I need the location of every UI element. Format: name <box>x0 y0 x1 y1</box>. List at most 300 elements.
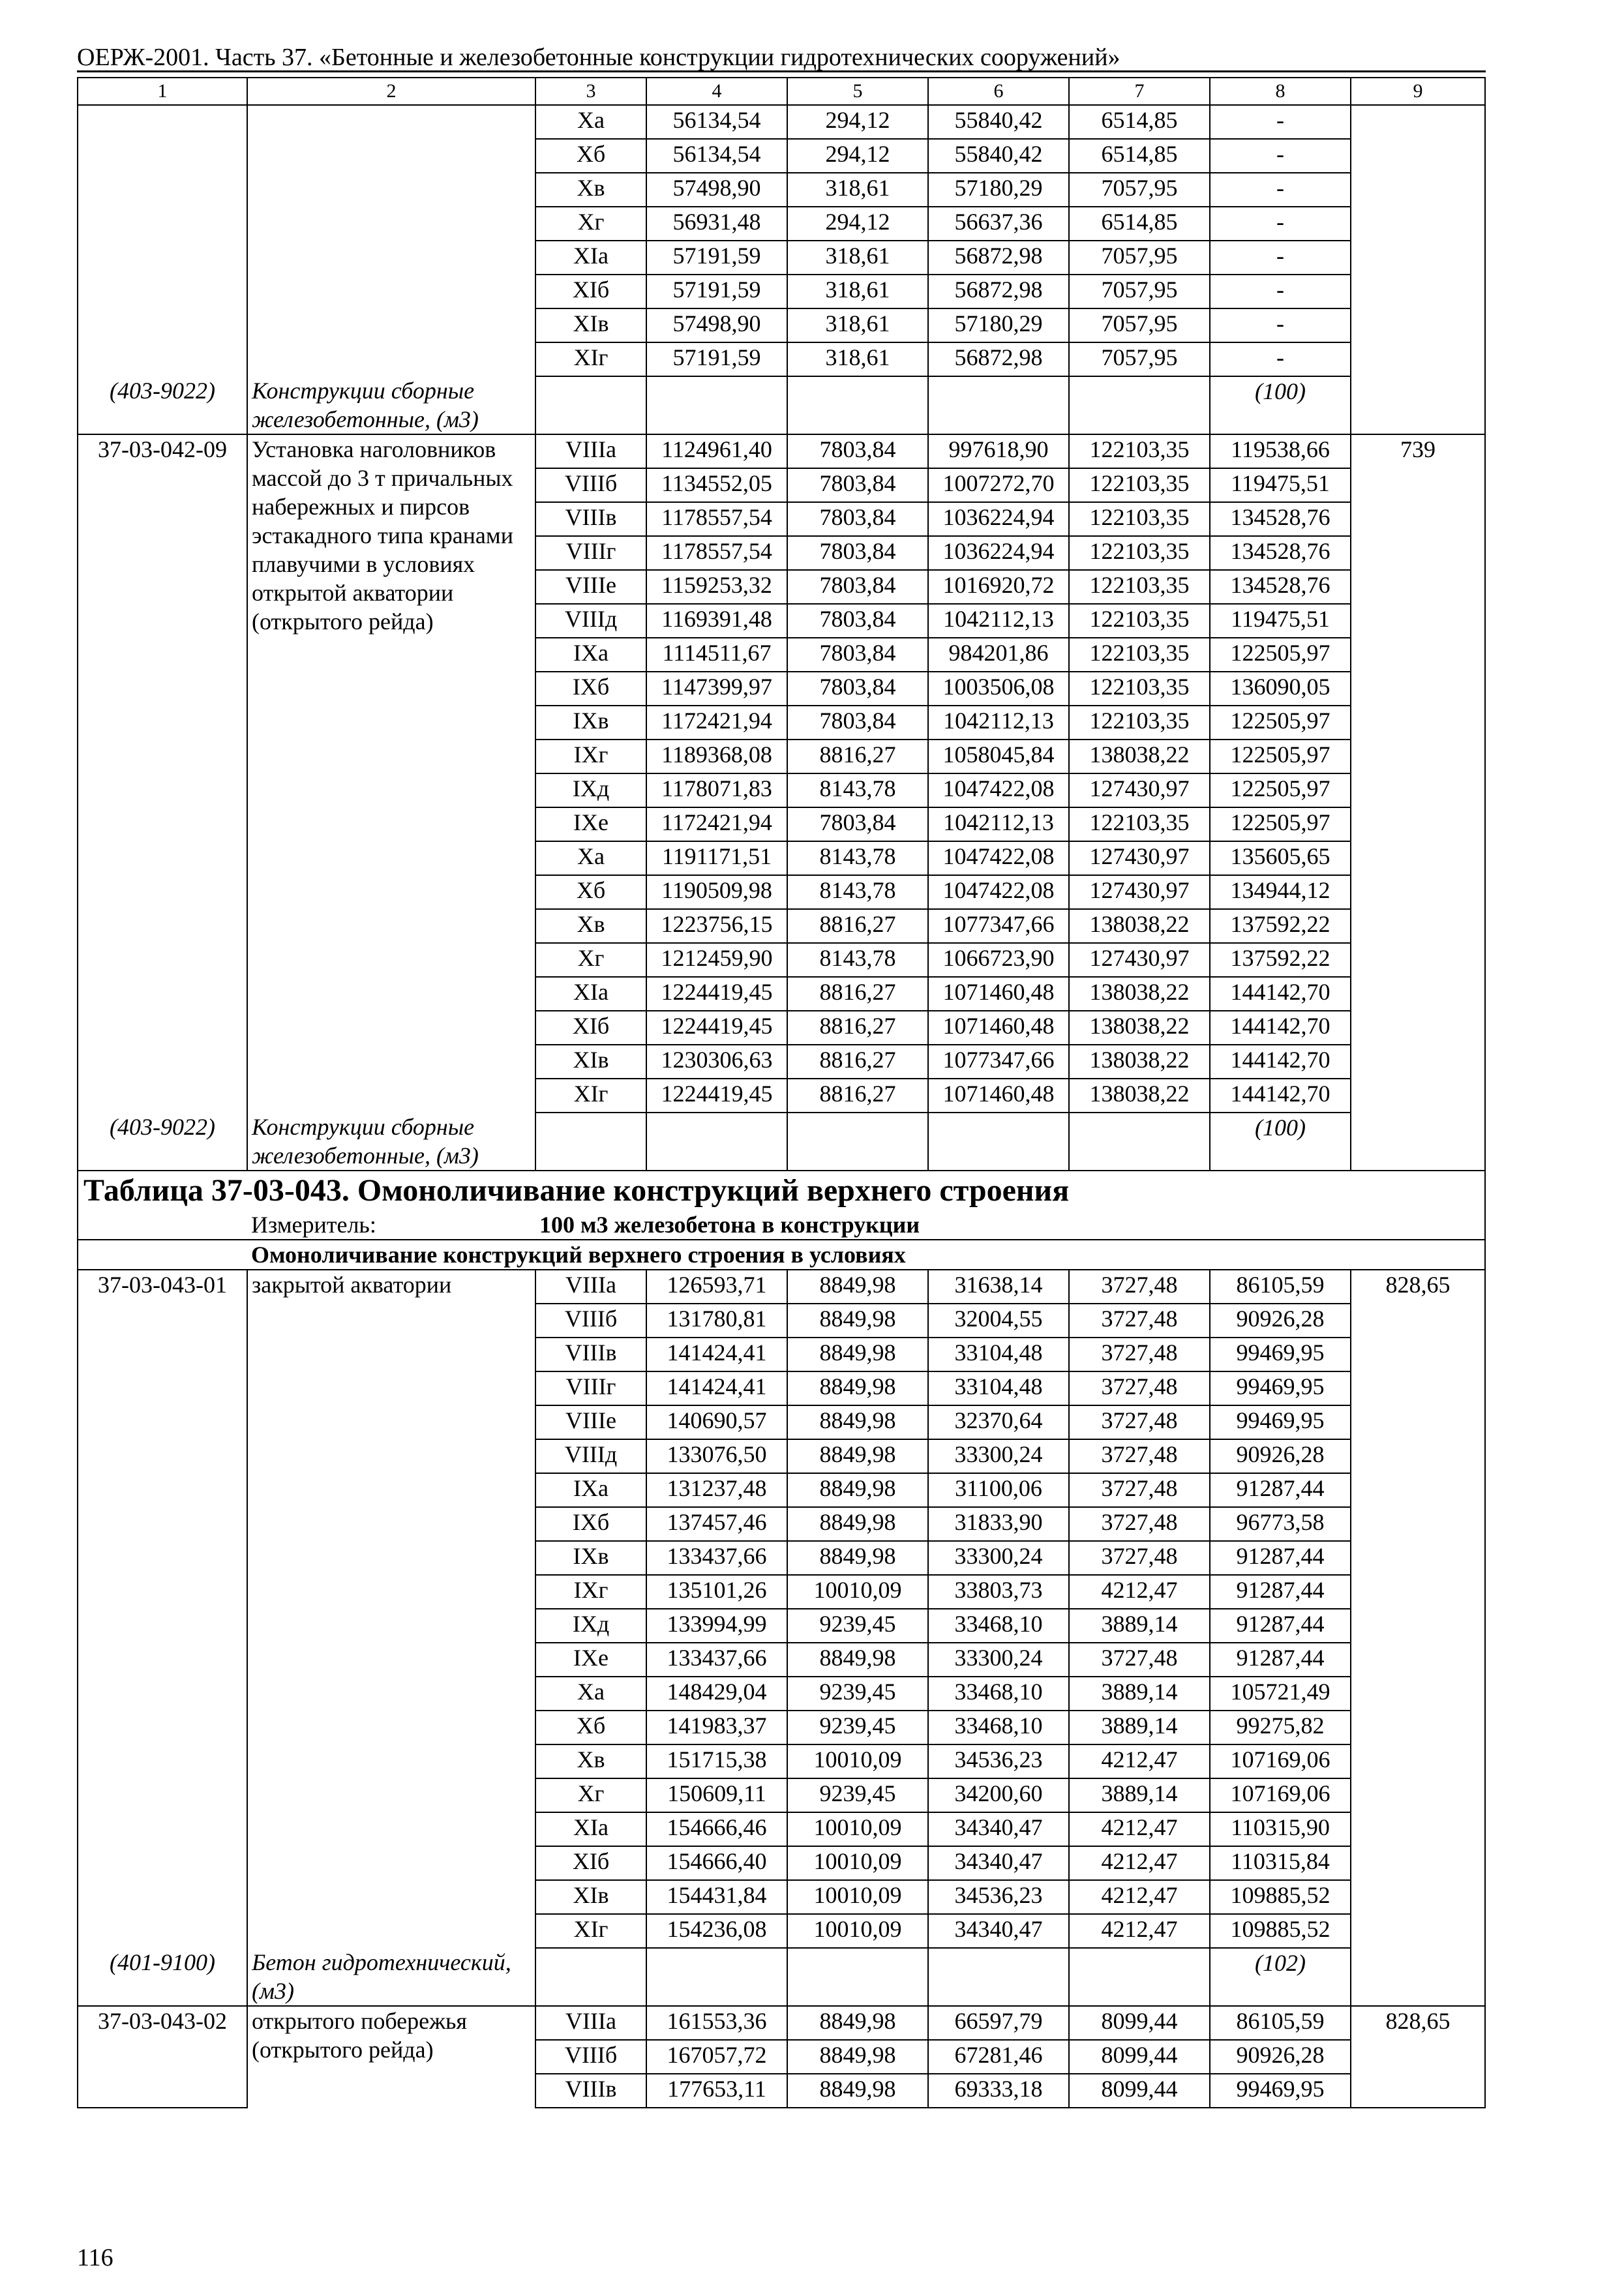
cell-col-7: 4212,47 <box>1069 1846 1210 1880</box>
cell-col-4: 154666,40 <box>646 1846 787 1880</box>
cell-col-6: 34536,23 <box>928 1880 1069 1914</box>
cell-col-5: 318,61 <box>787 173 928 207</box>
cell-col-4: 141424,41 <box>646 1371 787 1405</box>
cell-col-5: 8849,98 <box>787 1643 928 1677</box>
cell-col-8: - <box>1210 139 1351 173</box>
cell-col-6: 33300,24 <box>928 1643 1069 1677</box>
cell-col-3: VIIIг <box>535 1371 646 1405</box>
cell-col-8: 119475,51 <box>1210 468 1351 502</box>
cell-col-7: 127430,97 <box>1069 943 1210 977</box>
cell-col-8: - <box>1210 207 1351 241</box>
cell-col-7: 122103,35 <box>1069 807 1210 841</box>
cell-col-6: 34340,47 <box>928 1914 1069 1948</box>
cell-col-8: 107169,06 <box>1210 1778 1351 1812</box>
resource-row <box>78 1948 1485 2006</box>
column-number: 1 <box>78 78 247 105</box>
cell-col-4: 1189368,08 <box>646 740 787 773</box>
cell-col-5: 7803,84 <box>787 706 928 740</box>
cell-col-6: 57180,29 <box>928 308 1069 342</box>
cell-col-8: - <box>1210 275 1351 308</box>
cell-col-4: 1114511,67 <box>646 638 787 672</box>
resource-value: (100) <box>1210 376 1351 434</box>
cell-col-6: 34200,60 <box>928 1778 1069 1812</box>
item-name: закрытой акватории <box>247 1270 535 1948</box>
cell-col-4: 1178557,54 <box>646 536 787 570</box>
cell-col-8: 91287,44 <box>1210 1575 1351 1609</box>
resource-blank <box>928 1113 1069 1171</box>
cell-col-5: 8849,98 <box>787 1473 928 1507</box>
cell-col-6: 56637,36 <box>928 207 1069 241</box>
item-name <box>247 105 535 376</box>
resource-value: (100) <box>1210 1113 1351 1171</box>
cell-col-6: 33300,24 <box>928 1439 1069 1473</box>
item-code: 37-03-043-01 (401-9100) <box>78 1270 247 2006</box>
cell-col-5: 10010,09 <box>787 1812 928 1846</box>
cell-col-5: 294,12 <box>787 105 928 139</box>
cell-col-8: 122505,97 <box>1210 807 1351 841</box>
cell-col-3: VIIIб <box>535 468 646 502</box>
cell-col-4: 167057,72 <box>646 2040 787 2074</box>
cell-col-3: XIа <box>535 977 646 1011</box>
item-code: 37-03-043-02 <box>78 2006 247 2108</box>
cell-col-3: IXе <box>535 1643 646 1677</box>
cell-col-8: 122505,97 <box>1210 706 1351 740</box>
cell-col-8: 86105,59 <box>1210 1270 1351 1304</box>
cell-col-6: 1066723,90 <box>928 943 1069 977</box>
cell-col-4: 126593,71 <box>646 1270 787 1304</box>
cell-col-6: 32370,64 <box>928 1405 1069 1439</box>
cell-col-7: 3889,14 <box>1069 1677 1210 1711</box>
cell-col-3: VIIIб <box>535 1304 646 1338</box>
cell-col-7: 3727,48 <box>1069 1371 1210 1405</box>
cell-col-4: 141424,41 <box>646 1338 787 1371</box>
item-col9: 739 <box>1351 434 1485 1171</box>
cell-col-4: 56134,54 <box>646 139 787 173</box>
cell-col-6: 1047422,08 <box>928 773 1069 807</box>
cell-col-3: Xб <box>535 139 646 173</box>
cell-col-7: 3889,14 <box>1069 1711 1210 1744</box>
cell-col-8: - <box>1210 105 1351 139</box>
cell-col-3: Xг <box>535 943 646 977</box>
resource-blank <box>535 376 646 434</box>
meter-value: 100 м3 железобетона в конструкции <box>535 1210 1485 1240</box>
page-number: 116 <box>77 2244 113 2271</box>
cell-col-6: 67281,46 <box>928 2040 1069 2074</box>
cell-col-7: 122103,35 <box>1069 536 1210 570</box>
cell-col-5: 7803,84 <box>787 570 928 604</box>
column-number: 8 <box>1210 78 1351 105</box>
cell-col-6: 33104,48 <box>928 1338 1069 1371</box>
cell-col-8: 119538,66 <box>1210 434 1351 468</box>
cell-col-8: 137592,22 <box>1210 943 1351 977</box>
cell-col-3: IXа <box>535 1473 646 1507</box>
cell-col-3: VIIIа <box>535 2006 646 2040</box>
cell-col-7: 4212,47 <box>1069 1914 1210 1948</box>
cell-col-3: Xа <box>535 105 646 139</box>
column-number: 2 <box>247 78 535 105</box>
cell-col-4: 1172421,94 <box>646 807 787 841</box>
cell-col-3: IXв <box>535 1541 646 1575</box>
item-col9: 828,65 <box>1351 1270 1485 2006</box>
cell-col-3: VIIIг <box>535 536 646 570</box>
cell-col-6: 1042112,13 <box>928 604 1069 638</box>
cell-col-7: 138038,22 <box>1069 1079 1210 1113</box>
cell-col-5: 8849,98 <box>787 2006 928 2040</box>
cell-col-8: 134528,76 <box>1210 502 1351 536</box>
cell-col-5: 7803,84 <box>787 638 928 672</box>
cell-col-8: 91287,44 <box>1210 1541 1351 1575</box>
cell-col-3: VIIIв <box>535 1338 646 1371</box>
cell-col-3: Xб <box>535 1711 646 1744</box>
item-col9: 828,65 <box>1351 2006 1485 2108</box>
cell-col-5: 8849,98 <box>787 1338 928 1371</box>
cell-col-4: 154431,84 <box>646 1880 787 1914</box>
cell-col-3: Xа <box>535 1677 646 1711</box>
cell-col-3: XIв <box>535 308 646 342</box>
cell-col-7: 138038,22 <box>1069 740 1210 773</box>
cell-col-5: 8816,27 <box>787 1079 928 1113</box>
cell-col-7: 3727,48 <box>1069 1405 1210 1439</box>
resource-blank <box>535 1948 646 2006</box>
cell-col-8: 99469,95 <box>1210 1371 1351 1405</box>
cell-col-3: XIб <box>535 275 646 308</box>
cell-col-8: 134528,76 <box>1210 536 1351 570</box>
cell-col-4: 141983,37 <box>646 1711 787 1744</box>
cell-col-7: 122103,35 <box>1069 672 1210 706</box>
table-title: Таблица 37-03-043. Омоноличивание конструкций верхнего строения <box>78 1171 1485 1210</box>
cell-col-7: 3889,14 <box>1069 1609 1210 1643</box>
cell-col-6: 34340,47 <box>928 1846 1069 1880</box>
cell-col-4: 131237,48 <box>646 1473 787 1507</box>
cell-col-6: 984201,86 <box>928 638 1069 672</box>
resource-value: (102) <box>1210 1948 1351 2006</box>
cell-col-4: 161553,36 <box>646 2006 787 2040</box>
cell-col-8: 99469,95 <box>1210 1405 1351 1439</box>
cell-col-4: 1190509,98 <box>646 875 787 909</box>
cell-col-5: 9239,45 <box>787 1711 928 1744</box>
cell-col-7: 122103,35 <box>1069 604 1210 638</box>
cell-col-4: 1147399,97 <box>646 672 787 706</box>
resource-code: (401-9100) <box>110 1949 215 1975</box>
cell-col-7: 138038,22 <box>1069 909 1210 943</box>
cell-col-8: 107169,06 <box>1210 1744 1351 1778</box>
cell-col-4: 177653,11 <box>646 2074 787 2108</box>
resource-blank <box>1069 1113 1210 1171</box>
cell-col-4: 131780,81 <box>646 1304 787 1338</box>
section-subtitle: Омоноличивание конструкций верхнего строения в условиях <box>247 1240 1485 1270</box>
cell-col-5: 318,61 <box>787 241 928 275</box>
table-body <box>78 78 1485 2108</box>
resource-blank <box>787 376 928 434</box>
table-row <box>78 1270 1485 1304</box>
cell-col-6: 1071460,48 <box>928 1011 1069 1045</box>
cell-col-6: 1071460,48 <box>928 1079 1069 1113</box>
cell-col-3: XIг <box>535 342 646 376</box>
cell-col-7: 8099,44 <box>1069 2074 1210 2108</box>
cell-col-3: Xг <box>535 1778 646 1812</box>
resource-blank <box>1069 1948 1210 2006</box>
table-row <box>78 105 1485 139</box>
cell-col-5: 8816,27 <box>787 909 928 943</box>
cell-col-8: 119475,51 <box>1210 604 1351 638</box>
cell-col-8: 110315,90 <box>1210 1812 1351 1846</box>
column-number: 9 <box>1351 78 1485 105</box>
resource-row <box>78 1113 1485 1171</box>
column-number: 4 <box>646 78 787 105</box>
cell-col-7: 138038,22 <box>1069 1011 1210 1045</box>
cell-col-4: 133437,66 <box>646 1541 787 1575</box>
item-code <box>78 105 247 434</box>
cell-col-5: 7803,84 <box>787 672 928 706</box>
cell-col-3: Xв <box>535 173 646 207</box>
cell-col-7: 122103,35 <box>1069 638 1210 672</box>
cell-col-7: 8099,44 <box>1069 2040 1210 2074</box>
cell-col-3: VIIIе <box>535 1405 646 1439</box>
resource-blank <box>646 1948 787 2006</box>
cell-col-8: 134528,76 <box>1210 570 1351 604</box>
cell-col-4: 1124961,40 <box>646 434 787 468</box>
table-row <box>78 2006 1485 2040</box>
cell-col-4: 1224419,45 <box>646 1079 787 1113</box>
cell-col-4: 57191,59 <box>646 342 787 376</box>
resource-blank <box>535 1113 646 1171</box>
header-rule <box>77 70 1486 72</box>
cell-col-8: 135605,65 <box>1210 841 1351 875</box>
cell-col-4: 1212459,90 <box>646 943 787 977</box>
subtitle-spacer <box>78 1240 247 1270</box>
cell-col-3: IXб <box>535 1507 646 1541</box>
resource-blank <box>787 1113 928 1171</box>
cell-col-7: 3727,48 <box>1069 1541 1210 1575</box>
cell-col-5: 318,61 <box>787 342 928 376</box>
cell-col-7: 4212,47 <box>1069 1575 1210 1609</box>
cell-col-7: 122103,35 <box>1069 570 1210 604</box>
cell-col-7: 3727,48 <box>1069 1507 1210 1541</box>
column-number: 5 <box>787 78 928 105</box>
cell-col-4: 135101,26 <box>646 1575 787 1609</box>
cell-col-3: IXд <box>535 1609 646 1643</box>
cell-col-4: 1159253,32 <box>646 570 787 604</box>
table-title-row <box>78 1171 1485 1210</box>
cell-col-5: 8816,27 <box>787 1011 928 1045</box>
cell-col-6: 1047422,08 <box>928 875 1069 909</box>
cell-col-5: 8849,98 <box>787 1405 928 1439</box>
cell-col-3: VIIIд <box>535 1439 646 1473</box>
cell-col-6: 33104,48 <box>928 1371 1069 1405</box>
cell-col-6: 1016920,72 <box>928 570 1069 604</box>
cell-col-3: Xб <box>535 875 646 909</box>
cell-col-8: - <box>1210 173 1351 207</box>
cell-col-4: 148429,04 <box>646 1677 787 1711</box>
cell-col-8: 91287,44 <box>1210 1643 1351 1677</box>
cell-col-6: 56872,98 <box>928 275 1069 308</box>
cell-col-6: 33468,10 <box>928 1609 1069 1643</box>
cell-col-3: XIа <box>535 241 646 275</box>
cell-col-4: 1191171,51 <box>646 841 787 875</box>
cell-col-4: 57498,90 <box>646 308 787 342</box>
cell-col-8: 91287,44 <box>1210 1609 1351 1643</box>
resource-blank <box>1069 376 1210 434</box>
cell-col-3: IXг <box>535 740 646 773</box>
cell-col-6: 1047422,08 <box>928 841 1069 875</box>
cell-col-3: XIб <box>535 1846 646 1880</box>
cell-col-5: 8849,98 <box>787 1270 928 1304</box>
cell-col-5: 294,12 <box>787 139 928 173</box>
cell-col-8: - <box>1210 241 1351 275</box>
cell-col-5: 7803,84 <box>787 807 928 841</box>
cell-col-6: 57180,29 <box>928 173 1069 207</box>
cell-col-5: 9239,45 <box>787 1609 928 1643</box>
cell-col-7: 127430,97 <box>1069 841 1210 875</box>
cell-col-8: 90926,28 <box>1210 1304 1351 1338</box>
cell-col-3: XIв <box>535 1880 646 1914</box>
cell-col-7: 122103,35 <box>1069 706 1210 740</box>
cell-col-3: XIг <box>535 1079 646 1113</box>
cell-col-5: 7803,84 <box>787 604 928 638</box>
cell-col-5: 8849,98 <box>787 1507 928 1541</box>
cell-col-6: 34340,47 <box>928 1812 1069 1846</box>
cell-col-4: 151715,38 <box>646 1744 787 1778</box>
item-name: открытого побережья (открытого рейда) <box>247 2006 535 2108</box>
cell-col-5: 10010,09 <box>787 1880 928 1914</box>
cell-col-6: 56872,98 <box>928 241 1069 275</box>
cell-col-5: 8816,27 <box>787 1045 928 1079</box>
cell-col-7: 122103,35 <box>1069 502 1210 536</box>
cell-col-7: 3889,14 <box>1069 1778 1210 1812</box>
resource-code: (403-9022) <box>110 1114 215 1140</box>
cell-col-4: 137457,46 <box>646 1507 787 1541</box>
cell-col-6: 1036224,94 <box>928 536 1069 570</box>
cell-col-6: 33300,24 <box>928 1541 1069 1575</box>
cell-col-4: 1178071,83 <box>646 773 787 807</box>
cell-col-8: 86105,59 <box>1210 2006 1351 2040</box>
cell-col-3: VIIIв <box>535 502 646 536</box>
cell-col-5: 318,61 <box>787 308 928 342</box>
cell-col-5: 294,12 <box>787 207 928 241</box>
cell-col-4: 1223756,15 <box>646 909 787 943</box>
column-number-row <box>78 78 1485 105</box>
cell-col-7: 138038,22 <box>1069 1045 1210 1079</box>
cell-col-6: 66597,79 <box>928 2006 1069 2040</box>
cell-col-4: 154666,46 <box>646 1812 787 1846</box>
cell-col-7: 6514,85 <box>1069 139 1210 173</box>
cell-col-8: 90926,28 <box>1210 2040 1351 2074</box>
cell-col-3: VIIIв <box>535 2074 646 2108</box>
cell-col-5: 10010,09 <box>787 1744 928 1778</box>
cell-col-3: VIIIа <box>535 434 646 468</box>
cell-col-8: 136090,05 <box>1210 672 1351 706</box>
cell-col-5: 8816,27 <box>787 977 928 1011</box>
cell-col-6: 32004,55 <box>928 1304 1069 1338</box>
cell-col-3: VIIIд <box>535 604 646 638</box>
cell-col-6: 1003506,08 <box>928 672 1069 706</box>
cell-col-5: 8849,98 <box>787 1541 928 1575</box>
cell-col-4: 56931,48 <box>646 207 787 241</box>
cell-col-8: - <box>1210 342 1351 376</box>
cell-col-8: 122505,97 <box>1210 638 1351 672</box>
cell-col-5: 8143,78 <box>787 875 928 909</box>
cell-col-7: 3727,48 <box>1069 1304 1210 1338</box>
resource-name: Бетон гидротехнический, (м3) <box>247 1948 535 2006</box>
cell-col-7: 4212,47 <box>1069 1812 1210 1846</box>
cell-col-8: 144142,70 <box>1210 1079 1351 1113</box>
cell-col-4: 1178557,54 <box>646 502 787 536</box>
item-col9 <box>1351 105 1485 434</box>
cell-col-8: 99469,95 <box>1210 2074 1351 2108</box>
cell-col-3: VIIIб <box>535 2040 646 2074</box>
cell-col-8: 105721,49 <box>1210 1677 1351 1711</box>
cell-col-7: 3727,48 <box>1069 1643 1210 1677</box>
cell-col-4: 1172421,94 <box>646 706 787 740</box>
cell-col-4: 133076,50 <box>646 1439 787 1473</box>
resource-blank <box>928 1948 1069 2006</box>
cell-col-7: 138038,22 <box>1069 977 1210 1011</box>
meter-label: Измеритель: <box>247 1210 535 1240</box>
item-code: 37-03-042-09 (403-9022) <box>78 434 247 1171</box>
cell-col-3: XIв <box>535 1045 646 1079</box>
cell-col-4: 133437,66 <box>646 1643 787 1677</box>
cell-col-7: 6514,85 <box>1069 207 1210 241</box>
cell-col-4: 57498,90 <box>646 173 787 207</box>
cell-col-7: 3727,48 <box>1069 1473 1210 1507</box>
subtitle-row <box>78 1240 1485 1270</box>
cell-col-6: 33803,73 <box>928 1575 1069 1609</box>
cell-col-6: 1036224,94 <box>928 502 1069 536</box>
cell-col-3: IXб <box>535 672 646 706</box>
cell-col-7: 122103,35 <box>1069 468 1210 502</box>
cell-col-6: 31833,90 <box>928 1507 1069 1541</box>
cell-col-5: 7803,84 <box>787 468 928 502</box>
cell-col-6: 31100,06 <box>928 1473 1069 1507</box>
cell-col-5: 10010,09 <box>787 1914 928 1948</box>
cell-col-3: VIIIе <box>535 570 646 604</box>
cell-col-3: Xг <box>535 207 646 241</box>
cell-col-5: 10010,09 <box>787 1846 928 1880</box>
cell-col-4: 57191,59 <box>646 275 787 308</box>
cell-col-5: 7803,84 <box>787 434 928 468</box>
cell-col-7: 4212,47 <box>1069 1880 1210 1914</box>
cell-col-5: 8849,98 <box>787 1304 928 1338</box>
cell-col-3: IXв <box>535 706 646 740</box>
cell-col-7: 122103,35 <box>1069 434 1210 468</box>
cell-col-7: 127430,97 <box>1069 875 1210 909</box>
page-header: ОЕРЖ-2001. Часть 37. «Бетонные и железобетонные конструкции гидротехнических сооружений» <box>77 44 1120 71</box>
resource-blank <box>928 376 1069 434</box>
resource-name: Конструкции сборные железобетонные, (м3) <box>247 1113 535 1171</box>
cell-col-5: 7803,84 <box>787 502 928 536</box>
cell-col-5: 9239,45 <box>787 1778 928 1812</box>
cell-col-3: Xа <box>535 841 646 875</box>
resource-name: Конструкции сборные железобетонные, (м3) <box>247 376 535 434</box>
cell-col-8: 122505,97 <box>1210 740 1351 773</box>
column-number: 3 <box>535 78 646 105</box>
resource-blank <box>646 376 787 434</box>
cell-col-8: 137592,22 <box>1210 909 1351 943</box>
cell-col-7: 7057,95 <box>1069 173 1210 207</box>
cell-col-3: XIа <box>535 1812 646 1846</box>
cell-col-7: 127430,97 <box>1069 773 1210 807</box>
cell-col-6: 1042112,13 <box>928 807 1069 841</box>
cell-col-8: 109885,52 <box>1210 1880 1351 1914</box>
cell-col-3: IXд <box>535 773 646 807</box>
cell-col-5: 8143,78 <box>787 773 928 807</box>
cell-col-8: 122505,97 <box>1210 773 1351 807</box>
cell-col-5: 10010,09 <box>787 1575 928 1609</box>
cell-col-4: 1134552,05 <box>646 468 787 502</box>
cell-col-6: 1007272,70 <box>928 468 1069 502</box>
cell-col-4: 56134,54 <box>646 105 787 139</box>
cell-col-5: 8143,78 <box>787 841 928 875</box>
